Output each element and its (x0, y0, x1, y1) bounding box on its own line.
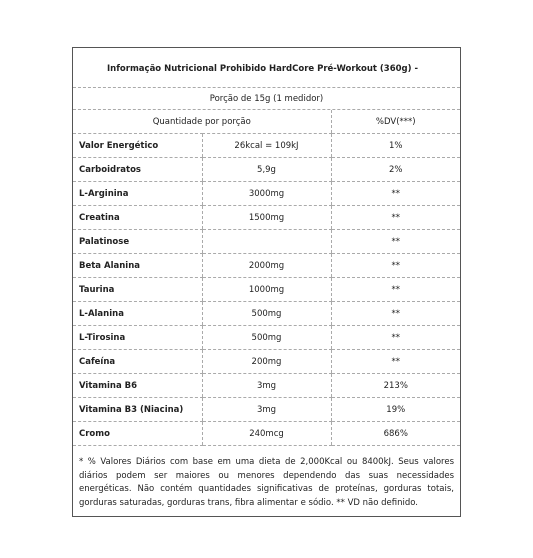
nutrient-dv: ** (331, 254, 460, 278)
nutrient-amount: 1500mg (202, 206, 331, 230)
nutrient-amount: 1000mg (202, 278, 331, 302)
nutrient-name: Cafeína (73, 350, 202, 374)
table-row (73, 350, 460, 374)
nutrient-name: L-Alanina (73, 302, 202, 326)
table-row (73, 302, 460, 326)
nutrient-amount: 200mg (202, 350, 331, 374)
nutrient-amount (202, 230, 331, 254)
nutrient-dv: 213% (331, 374, 460, 398)
nutrient-dv: 19% (331, 398, 460, 422)
table-row (73, 206, 460, 230)
nutrient-dv: 686% (331, 422, 460, 446)
nutrient-name: Taurina (73, 278, 202, 302)
nutrient-name: Cromo (73, 422, 202, 446)
nutrient-name: Carboidratos (73, 158, 202, 182)
nutrient-amount: 500mg (202, 326, 331, 350)
nutrient-amount: 2000mg (202, 254, 331, 278)
nutrient-dv: ** (331, 302, 460, 326)
table-row (73, 278, 460, 302)
nutrient-name: L-Arginina (73, 182, 202, 206)
nutrient-dv: ** (331, 182, 460, 206)
nutrient-name: Palatinose (73, 230, 202, 254)
table-row (73, 158, 460, 182)
nutrition-table (73, 110, 460, 446)
footnote: * % Valores Diários com base em uma dieta de 2,000Kcal ou 8400kJ. Seus valores diários podem ser maiores ou menores dependendo das suas necessidades energéticas. Não contém quantidades significativas de proteínas, gorduras totais, gorduras saturadas, gorduras trans, fibra alimentar e sódio. ** VD não definido. (79, 457, 454, 508)
header-dv: %DV(***) (331, 110, 460, 134)
table-row (73, 254, 460, 278)
table-row (73, 398, 460, 422)
nutrient-dv: 2% (331, 158, 460, 182)
table-row (73, 182, 460, 206)
nutrient-amount: 240mcg (202, 422, 331, 446)
nutrient-dv: ** (331, 206, 460, 230)
nutrient-name: Valor Energético (73, 134, 202, 158)
table-title: Informação Nutricional Prohibido HardCore Pré-Workout (360g) - (73, 48, 460, 88)
nutrient-name: L-Tirosina (73, 326, 202, 350)
nutrient-amount: 26kcal = 109kJ (202, 134, 331, 158)
table-header-row (73, 110, 460, 134)
nutrition-table-frame (72, 47, 461, 517)
table-row (73, 230, 460, 254)
table-row (73, 326, 460, 350)
table-row (73, 422, 460, 446)
nutrient-name: Beta Alanina (73, 254, 202, 278)
header-quantity: Quantidade por porção (73, 110, 331, 134)
nutrient-amount: 3mg (202, 398, 331, 422)
nutrient-amount: 3000mg (202, 182, 331, 206)
table-row (73, 134, 460, 158)
nutrient-dv: ** (331, 326, 460, 350)
portion-size: Porção de 15g (1 medidor) (73, 88, 460, 110)
nutrient-amount: 5,9g (202, 158, 331, 182)
nutrient-name: Creatina (73, 206, 202, 230)
nutrient-name: Vitamina B3 (Niacina) (73, 398, 202, 422)
table-row (73, 374, 460, 398)
nutrient-dv: ** (331, 350, 460, 374)
nutrient-dv: ** (331, 278, 460, 302)
nutrient-amount: 3mg (202, 374, 331, 398)
nutrient-amount: 500mg (202, 302, 331, 326)
nutrient-name: Vitamina B6 (73, 374, 202, 398)
nutrient-dv: 1% (331, 134, 460, 158)
nutrient-dv: ** (331, 230, 460, 254)
